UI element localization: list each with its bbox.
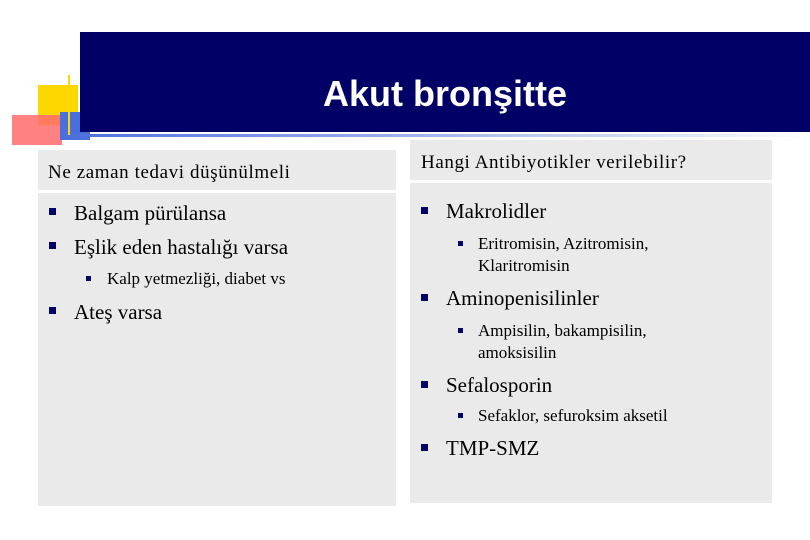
- right-heading: Hangi Antibiyotikler verilebilir?: [421, 152, 687, 173]
- right-subitem-3: Sefaklor, sefuroksim aksetil: [478, 406, 668, 425]
- left-item-2: Eşlik eden hastalığı varsa: [74, 235, 289, 259]
- bullet-icon: [49, 242, 56, 249]
- decor-red-square: [12, 115, 62, 145]
- bullet-icon: [421, 207, 428, 214]
- left-item-3: Ateş varsa: [74, 300, 163, 324]
- right-subitem-2-line-2: amoksisilin: [478, 343, 557, 362]
- bullet-icon: [421, 444, 428, 451]
- sub-bullet-icon: [458, 328, 463, 333]
- right-subitem-1-line-2: Klaritromisin: [478, 256, 570, 275]
- right-subitem-1-line-1: Eritromisin, Azitromisin,: [478, 234, 649, 253]
- decor-vertical-line: [68, 75, 70, 135]
- right-item-2: Aminopenisilinler: [446, 286, 599, 310]
- decor-gradient-line: [62, 134, 810, 137]
- sub-bullet-icon: [458, 413, 463, 418]
- bullet-icon: [421, 294, 428, 301]
- right-item-4: TMP-SMZ: [446, 436, 540, 460]
- left-item-1: Balgam pürülansa: [74, 201, 227, 225]
- right-item-3: Sefalosporin: [446, 373, 553, 397]
- bullet-icon: [421, 381, 428, 388]
- bullet-icon: [49, 208, 56, 215]
- slide-title: Akut bronşitte: [322, 73, 567, 114]
- sub-bullet-icon: [458, 241, 463, 246]
- left-heading: Ne zaman tedavi düşünülmeli: [48, 162, 291, 183]
- left-subitem-1: Kalp yetmezliği, diabet vs: [107, 269, 286, 288]
- sub-bullet-icon: [86, 276, 91, 281]
- bullet-icon: [49, 307, 56, 314]
- right-item-1: Makrolidler: [446, 199, 547, 223]
- right-subitem-2-line-1: Ampisilin, bakampisilin,: [478, 321, 647, 340]
